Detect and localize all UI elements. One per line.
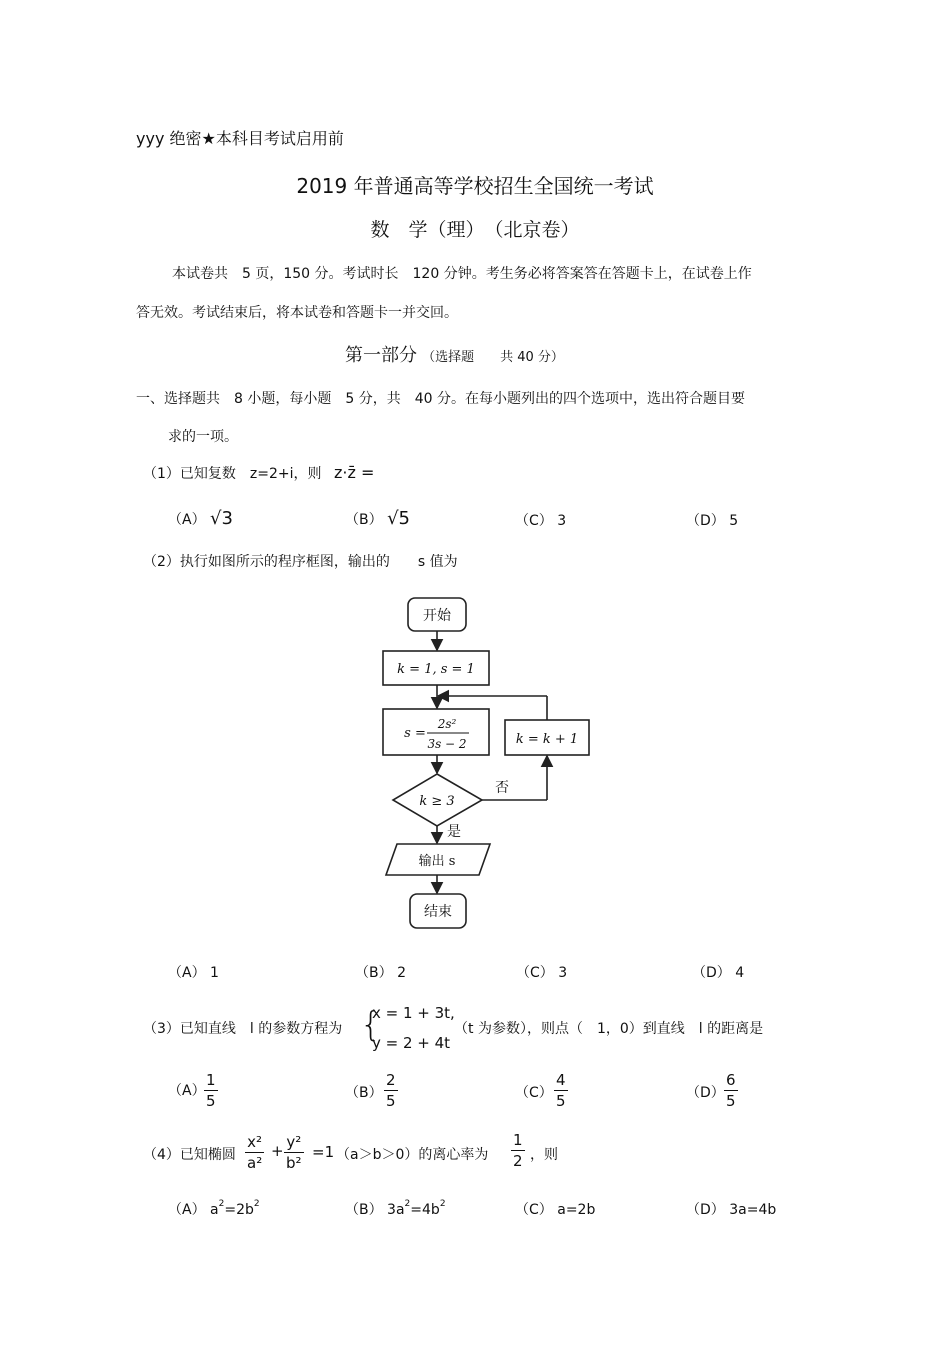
q2-option-a xyxy=(168,962,219,982)
q3-stem-b: （t 为参数），则点（ 1，0）到直线 l 的距离是 xyxy=(454,1021,764,1037)
q3-option-b-label: （B） xyxy=(345,1085,383,1101)
exam-subtitle: 数 学（理） （北京卷） xyxy=(370,219,580,241)
option-label: （B） xyxy=(345,512,383,528)
q3-option-c-label: （C） xyxy=(515,1085,553,1101)
q4-stem-b: （a＞b＞0）的离心率为 xyxy=(336,1147,489,1163)
denominator: 5 xyxy=(206,1092,216,1110)
flowchart-start-label: 开始 xyxy=(423,608,451,624)
q4-fraction-y xyxy=(284,1133,304,1172)
q4-fraction-x xyxy=(245,1133,264,1172)
option-label: （A） xyxy=(168,1202,206,1218)
q2-stem: （2）执行如图所示的程序框图，输出的 s 值为 xyxy=(143,554,458,570)
numerator: 1 xyxy=(206,1071,216,1089)
part1-note: （选择题 共 40 分） xyxy=(422,350,564,365)
q4-option-d xyxy=(686,1199,776,1219)
option-value: √3 xyxy=(210,508,233,529)
flowchart-no-label: 否 xyxy=(495,780,509,796)
option-value: 3 xyxy=(557,513,567,529)
part1-title: 第一部分 xyxy=(345,345,417,366)
option-label: （C） xyxy=(515,1202,553,1218)
section1-line-2: 求的一项。 xyxy=(168,429,238,445)
q2-option-c xyxy=(516,962,567,982)
option-label: （D） xyxy=(686,1202,725,1218)
option-label: （D） xyxy=(692,965,731,981)
numerator: 6 xyxy=(726,1071,736,1089)
numerator: y² xyxy=(286,1133,302,1151)
q4-option-c xyxy=(515,1199,595,1219)
q2-option-b xyxy=(355,962,406,982)
flowchart-init-label: k = 1, s = 1 xyxy=(397,662,475,677)
q4-equals-one: =1 xyxy=(312,1143,335,1161)
flowchart-yes-label: 是 xyxy=(447,824,461,840)
q1-stem xyxy=(143,463,374,483)
section1-line-1: 一、选择题共 8 小题，每小题 5 分，共 40 分。在每小题列出的四个选项中，选出符合题目要 xyxy=(136,391,745,407)
q1-option-b xyxy=(345,508,410,529)
q3-option-d-fraction xyxy=(724,1071,738,1110)
flowchart-end-label: 结束 xyxy=(424,904,452,920)
option-value: 1 xyxy=(210,965,219,981)
option-label: （A） xyxy=(168,965,206,981)
q4-plus: + xyxy=(271,1142,284,1160)
option-value: √5 xyxy=(387,508,410,529)
part1-heading xyxy=(345,341,564,367)
flowchart-output-label: 输出 s xyxy=(418,854,456,869)
q3-option-a-fraction xyxy=(204,1071,218,1110)
q3-option-b-fraction xyxy=(384,1071,398,1110)
option-label: （C） xyxy=(516,965,554,981)
option-value: a=2b xyxy=(557,1202,596,1218)
option-value: 5 xyxy=(729,513,739,529)
numerator: x² xyxy=(247,1133,263,1151)
q3-option-a-label: （A） xyxy=(168,1083,206,1099)
q4-stem-c: ，则 xyxy=(530,1147,558,1163)
instructions-line-1: 本试卷共 5 页，150 分。考试时长 120 分钟。考生务必将答案答在答题卡上，在试卷上作 xyxy=(172,266,752,282)
option-value: 4 xyxy=(735,965,745,981)
q4-option-a: （A） $a^2=2b^2$ xyxy=(168,1199,260,1218)
option-label: （B） xyxy=(345,1202,383,1218)
denominator: 2 xyxy=(513,1152,523,1170)
q1-expression: z·z̄ = xyxy=(333,463,375,482)
option-label: （C） xyxy=(515,513,553,529)
option-value: 3a=4b xyxy=(729,1202,777,1218)
flowchart-increment-label: k = k + 1 xyxy=(515,732,579,747)
q4-stem-a: （4）已知椭圆 xyxy=(143,1147,236,1163)
q4-eccentricity-fraction xyxy=(511,1131,525,1170)
flowchart-condition-label: k ≥ 3 xyxy=(419,794,455,809)
flowchart-assign-denominator: 3s − 2 xyxy=(427,737,467,751)
q3-equation-x: x = 1 + 3t, xyxy=(372,1004,455,1022)
option-label: （A） xyxy=(168,512,206,528)
flowchart-assign-lhs: s = xyxy=(404,726,426,741)
denominator: 5 xyxy=(386,1092,396,1110)
exam-title: 2019 年普通高等学校招生全国统一考试 xyxy=(296,174,654,198)
option-value: 2 xyxy=(397,965,406,981)
flowchart xyxy=(375,590,620,940)
q1-option-c xyxy=(515,510,566,530)
q4-option-b: （B） $3a^2=4b^2$ xyxy=(345,1199,446,1218)
q2-option-d xyxy=(692,962,744,982)
option-label: （D） xyxy=(686,513,725,529)
option-value: 3 xyxy=(558,965,568,981)
flowchart-assign-numerator: 2s² xyxy=(437,717,457,731)
numerator: 1 xyxy=(513,1131,523,1149)
q1-option-a xyxy=(168,508,233,529)
option-label: （B） xyxy=(355,965,393,981)
header-line: yyy 绝密★本科目考试启用前 xyxy=(136,129,344,148)
q3-brace: { xyxy=(360,1005,382,1045)
q3-equation-y: y = 2 + 4t xyxy=(372,1034,451,1052)
denominator: 5 xyxy=(726,1092,736,1110)
denominator: b² xyxy=(286,1154,302,1172)
q3-option-c-fraction xyxy=(554,1071,568,1110)
q1-option-d xyxy=(686,510,738,530)
instructions-line-2: 答无效。考试结束后，将本试卷和答题卡一并交回。 xyxy=(136,305,458,321)
q3-option-d-label: （D） xyxy=(686,1085,725,1101)
numerator: 4 xyxy=(556,1071,566,1089)
denominator: 5 xyxy=(556,1092,566,1110)
denominator: a² xyxy=(247,1154,263,1172)
q1-stem-text: （1）已知复数 z=2+i，则 xyxy=(143,466,322,482)
q3-stem-a: （3）已知直线 l 的参数方程为 xyxy=(143,1021,343,1037)
numerator: 2 xyxy=(386,1071,396,1089)
